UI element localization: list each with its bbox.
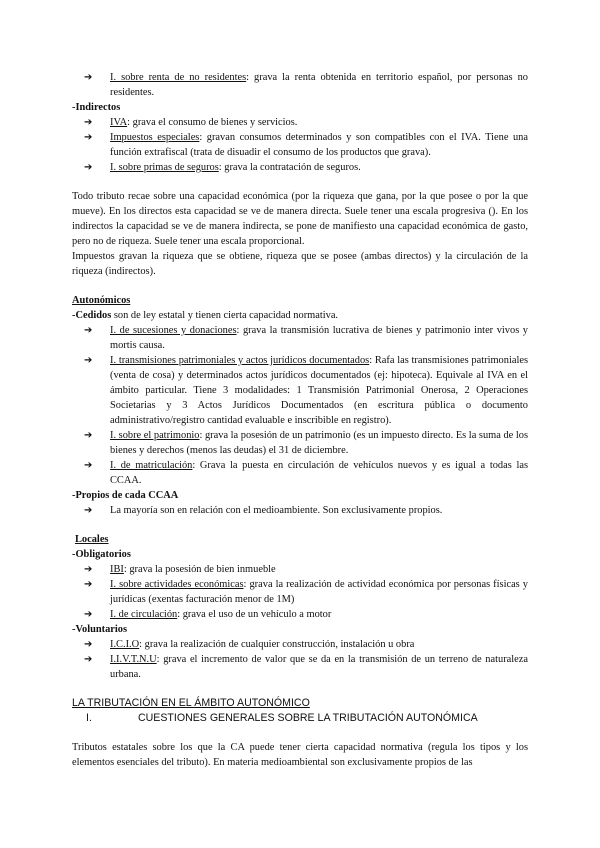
subsection-title xyxy=(72,711,528,726)
bullet-item xyxy=(72,458,528,488)
subsection-text: CUESTIONES GENERALES SOBRE LA TRIBUTACIÓN AUTONÓMICA xyxy=(138,712,478,724)
category-label: -Cedidos xyxy=(72,310,112,321)
section-heading: Locales xyxy=(75,534,109,545)
chapter-title: LA TRIBUTACIÓN EN EL ÁMBITO AUTONÓMICO xyxy=(72,697,310,709)
tax-term: I. sobre primas de seguros xyxy=(110,162,219,173)
tax-term: Impuestos especiales xyxy=(110,132,200,143)
arrow-right-icon: ➔ xyxy=(84,654,93,665)
tax-term: I. de circulación xyxy=(110,609,178,620)
tax-term: I. transmisiones patrimoniales y actos jurídicos documentados xyxy=(110,355,370,366)
bullet-item xyxy=(72,652,528,682)
tax-desc: : grava el uso de un vehículo a motor xyxy=(177,609,332,620)
spacer xyxy=(72,279,528,293)
tax-desc: : gravan consumos determinados y son compatibles con el IVA. Tiene una función extrafiscal (trata de disuadir el consumo de los productos que grava). xyxy=(110,132,528,158)
tax-desc: : grava la transmisión lucrativa de bienes y patrimonio inter vivos y mortis causa. xyxy=(110,325,528,351)
bullet-item xyxy=(72,503,528,518)
bullet-item xyxy=(72,428,528,458)
bullet-item xyxy=(72,353,528,428)
paragraph: Todo tributo recae sobre una capacidad económica (por la riqueza que gana, por la que posee o por la que mueve). En los directos esta capacidad se ve de manera directa. Suele tener una escala progresiva (). En los indirectos la capacidad se ve de manera indirecta, se pone de manifiesto una capacidad económica de gasto, pero no de riqueza. Suele tener una escala proporcional. xyxy=(72,191,528,247)
bullet-item xyxy=(72,323,528,353)
document-body xyxy=(72,70,528,770)
bullet-item xyxy=(72,70,528,100)
category-label: -Voluntarios xyxy=(72,624,128,635)
paragraph: Tributos estatales sobre los que la CA puede tener cierta capacidad normativa (regula los tipos y los elementos esenciales del tributo). En materia medioambiental son exclusivamente propios de las xyxy=(72,742,528,768)
tax-desc: : grava la contratación de seguros. xyxy=(218,162,361,173)
tax-term: I.C.I.O xyxy=(110,639,140,650)
spacer xyxy=(72,682,528,696)
category-desc: son de ley estatal y tienen cierta capacidad normativa. xyxy=(111,310,339,321)
bullet-item xyxy=(72,637,528,652)
tax-term: IBI xyxy=(110,564,124,575)
tax-desc: : grava la posesión de bien inmueble xyxy=(123,564,276,575)
bullet-item xyxy=(72,130,528,160)
bullet-item xyxy=(72,607,528,622)
tax-term: I. sobre el patrimonio xyxy=(110,430,200,441)
arrow-right-icon: ➔ xyxy=(84,162,93,173)
subsection-number: I. xyxy=(86,712,92,724)
tax-desc: : grava la renta obtenida en territorio español, por personas no residentes. xyxy=(110,72,528,98)
arrow-right-icon: ➔ xyxy=(84,430,93,441)
tax-desc: : grava el consumo de bienes y servicios. xyxy=(127,117,298,128)
arrow-right-icon: ➔ xyxy=(84,579,93,590)
category-line xyxy=(72,308,528,323)
spacer xyxy=(72,175,528,189)
tax-desc: : grava la posesión de un patrimonio (es un impuesto directo. Es la suma de los bienes y derechos (menos las deudas) el 31 de diciembre. xyxy=(110,430,528,456)
tax-term: I. sobre actividades económicas xyxy=(110,579,244,590)
spacer xyxy=(72,518,528,532)
tax-term: I. sobre renta de no residentes xyxy=(110,72,247,83)
arrow-right-icon: ➔ xyxy=(84,355,93,366)
bullet-item xyxy=(72,577,528,607)
arrow-right-icon: ➔ xyxy=(84,132,93,143)
tax-desc: La mayoría son en relación con el medioambiente. Son exclusivamente propios. xyxy=(110,505,443,516)
arrow-right-icon: ➔ xyxy=(84,460,93,471)
tax-term: I. de sucesiones y donaciones xyxy=(110,325,237,336)
tax-desc: : grava la realización de actividad económica por personas físicas y jurídicas (exentas facturación menor de 1M) xyxy=(110,579,528,605)
category-label: -Indirectos xyxy=(72,102,121,113)
arrow-right-icon: ➔ xyxy=(84,609,93,620)
section-heading: Autonómicos xyxy=(72,295,131,306)
bullet-item xyxy=(72,160,528,175)
bullet-item xyxy=(72,562,528,577)
tax-term: I. de matriculación xyxy=(110,460,193,471)
category-label: -Propios de cada CCAA xyxy=(72,490,179,501)
arrow-right-icon: ➔ xyxy=(84,117,93,128)
bullet-item xyxy=(72,115,528,130)
paragraph: Impuestos gravan la riqueza que se obtiene, riqueza que se posee (ambas directos) y la circulación de la riqueza (indirectos). xyxy=(72,251,528,277)
arrow-right-icon: ➔ xyxy=(84,325,93,336)
tax-term: IVA xyxy=(110,117,128,128)
arrow-right-icon: ➔ xyxy=(84,564,93,575)
tax-desc: : Grava la puesta en circulación de vehículos nuevos y es igual a todas las CCAA. xyxy=(110,460,528,486)
arrow-right-icon: ➔ xyxy=(84,72,93,83)
arrow-right-icon: ➔ xyxy=(84,639,93,650)
category-label: -Obligatorios xyxy=(72,549,131,560)
tax-desc: : grava el incremento de valor que se da en la transmisión de un terreno de naturaleza urbana. xyxy=(110,654,528,680)
tax-desc: : grava la realización de cualquier construcción, instalación u obra xyxy=(139,639,415,650)
tax-desc: : Rafa las transmisiones patrimoniales (venta de cosa) y determinados actos jurídicos documentados (ej: hipoteca). Equivale al IVA en el ámbito particular. Tiene 3 modalidades: 1 Transmisión Patrimonial Onerosa, 2 Operaciones Societarias y 3 Actos Jurídicos Documentados (en escritura pública o documento administrativo/registro cantidad evaluable e inscribible en registro). xyxy=(110,355,528,426)
tax-term: I.I.V.T.N.U xyxy=(110,654,157,665)
spacer xyxy=(72,726,528,740)
arrow-right-icon: ➔ xyxy=(84,505,93,516)
